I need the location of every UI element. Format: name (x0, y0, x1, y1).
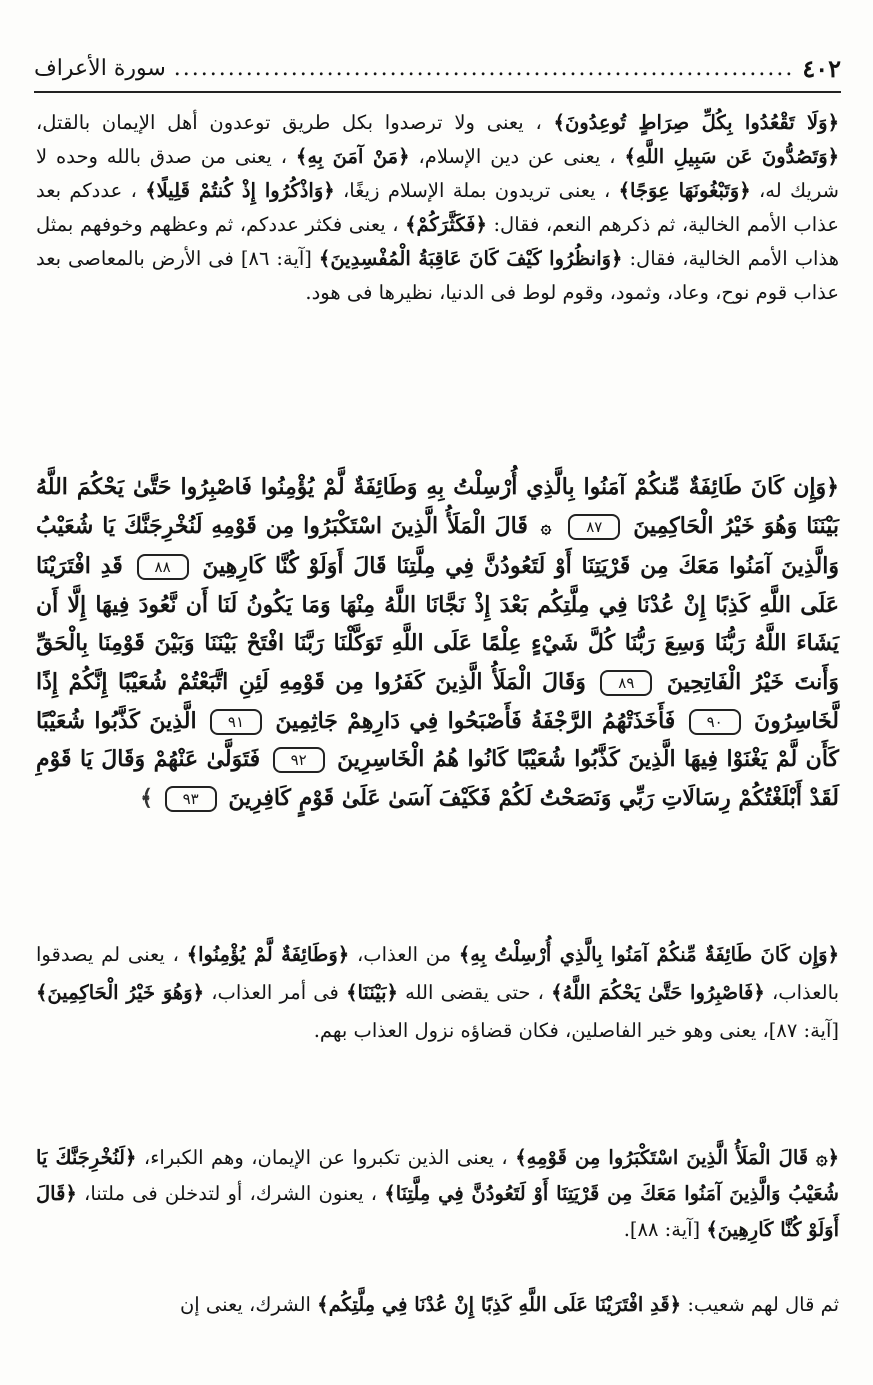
quran-quote: ﴿قَالَ أَوَلَوْ كُنَّا كَارِهِينَ﴾ (36, 1182, 839, 1241)
ayah-number-marker: ٨٩ (600, 670, 652, 696)
page-number: ٤٠٢ (802, 53, 841, 83)
hizb-marker-icon: ۞ (540, 516, 552, 538)
quran-quote: ﴿وَانظُرُوا كَيْفَ كَانَ عَاقِبَةُ الْمُفْسِدِينَ﴾ (318, 247, 623, 270)
ayah-number-marker: ٨٨ (137, 554, 189, 580)
commentary-text: ، يعنى الذين تكبروا عن الإيمان، وهم الكبراء، (143, 1146, 508, 1169)
commentary-text: ، يعنى ولا ترصدوا بكل طريق توعدون أهل الإيمان بالقتل، (36, 111, 542, 134)
commentary-text: ، يعنى لم يصدقوا بالعذاب، (36, 943, 839, 1004)
surah-title: سورة الأعراف (34, 55, 166, 81)
commentary-text: ، عددكم بعد عذاب الأمم الخالية، ثم ذكرهم النعم، فقال: (36, 179, 839, 236)
commentary-paragraph-4 (36, 1288, 839, 1322)
commentary-text: من العذاب، (356, 943, 452, 966)
ayah-number-marker: ٩٣ (165, 786, 217, 812)
quran-quote: ﴿بَيْنَنَا﴾ (346, 981, 398, 1004)
commentary-paragraph-3 (36, 1140, 839, 1248)
quran-quote: ﴿وَإِن كَانَ طَائِفَةٌ مِّنكُمْ آمَنُوا بِالَّذِي أُرْسِلْتُ بِهِ﴾ (458, 943, 840, 966)
verse-text: وَقَالَ الْمَلَأُ الَّذِينَ كَفَرُوا مِن قَوْمِهِ لَئِنِ اتَّبَعْتُمْ شُعَيْبًا إِنَّكُمْ إِذًا لَّخَاسِرُونَ (36, 668, 840, 734)
header-leader-dots (174, 56, 795, 81)
commentary-text: ، يعنى تريدون بملة الإسلام زيغًا، (343, 179, 611, 202)
commentary-text: ، يعنى فكثر عددكم، ثم وعظهم وخوفهم بمثل هذاب الأمم الخالية، فقال: (36, 213, 839, 270)
quran-quote: ﴿وَلَا تَقْعُدُوا بِكُلِّ صِرَاطٍ تُوعِدُونَ﴾ (553, 111, 839, 134)
commentary-text: ، يعنى من صدق بالله وحده لا شريك له، (36, 145, 839, 202)
commentary-text: ، يعنون الشرك، أو لتدخلن فى ملتنا، (84, 1182, 378, 1205)
commentary-text: [آية: ٨٨]. (623, 1218, 701, 1241)
closing-bracket: ﴾ (140, 784, 153, 811)
verse-text: فَتَوَلَّىٰ عَنْهُمْ وَقَالَ يَا قَوْمِ لَقَدْ أَبْلَغْتُكُمْ رِسَالَاتِ رَبِّي وَنَصَحْتُ لَكُمْ فَكَيْفَ آسَىٰ عَلَىٰ قَوْمٍ كَافِرِينَ (36, 746, 839, 811)
quran-quote: ﴿وَاذْكُرُوا إِذْ كُنتُمْ قَلِيلًا﴾ (145, 179, 335, 202)
verse-text: ﴿وَإِن كَانَ طَائِفَةٌ مِّنكُمْ آمَنُوا بِالَّذِي أُرْسِلْتُ بِهِ وَطَائِفَةٌ لَّمْ يُؤْمِنُوا فَاصْبِرُوا حَتَّىٰ يَحْكُمَ اللَّهُ بَيْنَنَا وَهُوَ خَيْرُ الْحَاكِمِينَ (36, 474, 839, 539)
ayah-number-marker: ٩٠ (689, 709, 741, 735)
quran-quote: ﴿وَطَائِفَةٌ لَّمْ يُؤْمِنُوا﴾ (186, 943, 350, 966)
commentary-paragraph-1 (36, 106, 839, 310)
quran-quote: ﴿فَاصْبِرُوا حَتَّىٰ يَحْكُمَ اللَّهُ﴾ (551, 981, 765, 1004)
quran-verses-block (36, 468, 839, 817)
header-rule (34, 91, 841, 93)
quran-quote: ﴿مَنْ آمَنَ بِهِ﴾ (295, 145, 410, 168)
page-header (34, 48, 841, 88)
commentary-text: ثم قال لهم شعيب: (687, 1293, 839, 1316)
quran-quote: ﴿وَتَبْغُونَهَا عِوَجًا﴾ (618, 179, 751, 202)
verse-text: فَأَخَذَتْهُمُ الرَّجْفَةُ فَأَصْبَحُوا فِي دَارِهِمْ جَاثِمِينَ (275, 707, 676, 734)
commentary-paragraph-2 (36, 936, 839, 1050)
commentary-text: [آية: ٨٦] فى الأرض بالمعاصى بعد عذاب قوم نوح، وعاد، وثمود، وقوم لوط فى الدنيا، نظيرها فى هود. (36, 247, 839, 304)
quran-quote: ﴿لَنُخْرِجَنَّكَ يَا شُعَيْبُ وَالَّذِينَ آمَنُوا مَعَكَ مِن قَرْيَتِنَا أَوْ لَتَعُودُنَّ فِي مِلَّتِنَا﴾ (36, 1146, 840, 1205)
commentary-text: ، حتى يقضى الله (405, 981, 544, 1004)
verse-text: قَالَ الْمَلَأُ الَّذِينَ اسْتَكْبَرُوا مِن قَوْمِهِ لَنُخْرِجَنَّكَ يَا شُعَيْبُ وَالَّذِينَ آمَنُوا مَعَكَ مِن قَرْيَتِنَا أَوْ لَتَعُودُنَّ فِي مِلَّتِنَا قَالَ أَوَلَوْ كُنَّا كَارِهِينَ (36, 512, 839, 580)
commentary-text: [آية: ٨٧]، يعنى وهو خير الفاصلين، فكان قضاؤه نزول العذاب بهم. (313, 1019, 839, 1042)
quran-quote: ﴿فَكَثَّرَكُمْ﴾ (405, 213, 487, 236)
quran-quote: ﴿قَدِ افْتَرَيْنَا عَلَى اللَّهِ كَذِبًا إِنْ عُدْنَا فِي مِلَّتِكُم﴾ (317, 1293, 682, 1316)
commentary-text: فى أمر العذاب، (211, 981, 339, 1004)
commentary-text: ، يعنى عن دين الإسلام، (418, 145, 616, 168)
quran-quote: ﴿۞ قَالَ الْمَلَأُ الَّذِينَ اسْتَكْبَرُوا مِن قَوْمِهِ﴾ (515, 1146, 840, 1169)
ayah-number-marker: ٩١ (210, 709, 262, 735)
quran-quote: ﴿وَتَصُدُّونَ عَن سَبِيلِ اللَّهِ﴾ (624, 145, 840, 168)
quran-quote: ﴿وَهُوَ خَيْرُ الْحَاكِمِينَ﴾ (36, 981, 205, 1004)
verse-text: قَدِ افْتَرَيْنَا عَلَى اللَّهِ كَذِبًا إِنْ عُدْنَا فِي مِلَّتِكُم بَعْدَ إِذْ نَجَّانَا اللَّهُ مِنْهَا وَمَا يَكُونُ لَنَا أَن نَّعُودَ فِيهَا إِلَّا أَن يَشَاءَ اللَّهُ رَبُّنَا وَسِعَ رَبُّنَا كُلَّ شَيْءٍ عِلْمًا عَلَى اللَّهِ تَوَكَّلْنَا رَبَّنَا افْتَحْ بَيْنَنَا وَبَيْنَ قَوْمِنَا بِالْحَقِّ وَأَنتَ خَيْرُ الْفَاتِحِينَ (36, 553, 839, 695)
verse-text: الَّذِينَ كَذَّبُوا شُعَيْبًا كَأَن لَّمْ يَغْنَوْا فِيهَا الَّذِينَ كَذَّبُوا شُعَيْبًا كَانُوا هُمُ الْخَاسِرِينَ (36, 707, 839, 773)
ayah-number-marker: ٩٢ (273, 747, 325, 773)
ayah-number-marker: ٨٧ (568, 514, 620, 540)
commentary-text: الشرك، يعنى إن (179, 1293, 311, 1316)
